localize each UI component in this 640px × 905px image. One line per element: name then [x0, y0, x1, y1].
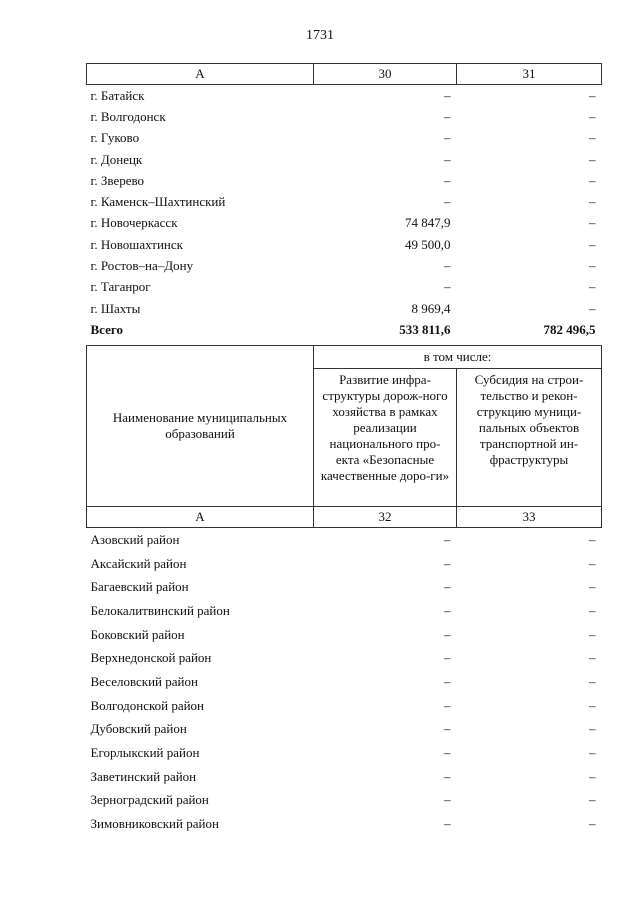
value-30: –	[444, 194, 451, 210]
value-33: –	[589, 745, 596, 761]
group-header-row	[87, 346, 602, 369]
table-row	[87, 575, 602, 599]
table-row	[87, 623, 602, 647]
table-row	[87, 812, 602, 836]
value-30: –	[444, 130, 451, 146]
value-31: –	[589, 172, 596, 188]
municipality-name: г. Гуково	[90, 130, 140, 146]
table-row	[87, 552, 602, 576]
total-value-31: 782 496,5	[543, 321, 596, 337]
total-row	[87, 319, 602, 340]
value-33: –	[589, 721, 596, 737]
value-33: –	[589, 768, 596, 784]
page-number: 1731	[306, 28, 334, 43]
column-header-30: 30	[314, 64, 457, 85]
municipality-name: Егорлыкский район	[90, 745, 200, 761]
value-32: –	[444, 626, 451, 642]
value-32: –	[444, 579, 451, 595]
value-32: –	[444, 555, 451, 571]
municipal-funding-table-part2	[86, 345, 602, 836]
municipality-name: г. Донецк	[90, 151, 143, 167]
municipality-name: г. Волгодонск	[90, 108, 166, 124]
municipality-name: Верхнедонской район	[90, 650, 212, 666]
municipality-name: Зимовниковский район	[90, 816, 219, 832]
table-row	[87, 277, 602, 298]
value-32: –	[444, 602, 451, 618]
value-32: –	[444, 768, 451, 784]
value-33: –	[589, 531, 596, 547]
value-33: –	[589, 626, 596, 642]
table-row	[87, 646, 602, 670]
table-row	[87, 128, 602, 149]
municipality-name: Заветинский район	[90, 768, 197, 784]
value-33: –	[589, 602, 596, 618]
value-30: –	[444, 151, 451, 167]
table-row	[87, 741, 602, 765]
transport-subsidy-column-header: Субсидия на строи-тельство и рекон-струкцию муници-пальных объектов транспортной ин-фраструктуры	[457, 369, 602, 507]
municipality-name: Азовский район	[90, 531, 180, 547]
total-value-30: 533 811,6	[399, 321, 451, 337]
table-row	[87, 149, 602, 170]
value-32: –	[444, 816, 451, 832]
road-infrastructure-column-header: Развитие инфра-структуры дорож-ного хозяйства в рамках реализации национального про-екта «Безопасные качественные доро-ги»	[314, 369, 457, 507]
municipality-name: Аксайский район	[90, 555, 187, 571]
table-row	[87, 670, 602, 694]
value-30: –	[444, 172, 451, 188]
table-row	[87, 694, 602, 718]
value-31: –	[589, 108, 596, 124]
value-33: –	[589, 650, 596, 666]
column-letter-header-row	[87, 64, 602, 85]
column-header-32: 32	[314, 507, 457, 528]
table-row	[87, 213, 602, 234]
value-30: 74 847,9	[405, 215, 451, 231]
municipality-name: г. Шахты	[90, 300, 141, 316]
table-row	[87, 599, 602, 623]
value-33: –	[589, 555, 596, 571]
table-row	[87, 765, 602, 789]
municipality-name: Веселовский район	[90, 673, 198, 689]
municipality-name: Зерноградский район	[90, 792, 209, 808]
value-31: –	[589, 300, 596, 316]
value-31: –	[589, 258, 596, 274]
municipality-name: Белокалитвинский район	[90, 602, 230, 618]
value-33: –	[589, 579, 596, 595]
value-33: –	[589, 816, 596, 832]
value-32: –	[444, 721, 451, 737]
municipal-funding-table-part1	[86, 63, 602, 341]
municipality-name: Багаевский район	[90, 579, 189, 595]
municipality-name: г. Каменск–Шахтинский	[90, 194, 226, 210]
table-row	[87, 789, 602, 813]
value-30: 49 500,0	[405, 236, 451, 252]
table-row	[87, 191, 602, 212]
value-31: –	[589, 279, 596, 295]
value-30: –	[444, 258, 451, 274]
municipality-name: г. Новошахтинск	[90, 236, 183, 252]
municipality-name: Волгодонской район	[90, 697, 205, 713]
municipality-name: г. Батайск	[90, 87, 145, 103]
value-31: –	[589, 215, 596, 231]
column-header-a: А	[87, 64, 314, 85]
value-33: –	[589, 697, 596, 713]
value-30: –	[444, 87, 451, 103]
table-row	[87, 85, 602, 107]
table-row	[87, 718, 602, 742]
value-31: –	[589, 236, 596, 252]
table-row	[87, 106, 602, 127]
municipality-name: Боковский район	[90, 626, 185, 642]
table-row	[87, 528, 602, 552]
value-32: –	[444, 697, 451, 713]
value-33: –	[589, 792, 596, 808]
value-30: –	[444, 108, 451, 124]
column-letter-header-row	[87, 507, 602, 528]
value-32: –	[444, 792, 451, 808]
including-header: в том числе:	[314, 346, 602, 369]
municipality-name: г. Таганрог	[90, 279, 151, 295]
value-32: –	[444, 745, 451, 761]
value-31: –	[589, 151, 596, 167]
municipality-name: г. Ростов–на–Дону	[90, 258, 194, 274]
value-30: –	[444, 279, 451, 295]
municipality-name: г. Зверево	[90, 172, 145, 188]
value-32: –	[444, 673, 451, 689]
column-header-33: 33	[457, 507, 602, 528]
value-33: –	[589, 673, 596, 689]
municipality-name: г. Новочеркасск	[90, 215, 178, 231]
value-31: –	[589, 87, 596, 103]
value-30: 8 969,4	[411, 300, 451, 316]
total-label: Всего	[90, 321, 123, 337]
table-row	[87, 234, 602, 255]
value-32: –	[444, 531, 451, 547]
column-header-31: 31	[457, 64, 602, 85]
municipality-name: Дубовский район	[90, 721, 187, 737]
value-32: –	[444, 650, 451, 666]
table-row	[87, 255, 602, 276]
municipality-name-header: Наименование муниципальных образований	[87, 346, 314, 507]
value-31: –	[589, 194, 596, 210]
column-header-a: А	[87, 507, 314, 528]
table-row	[87, 170, 602, 191]
value-31: –	[589, 130, 596, 146]
table-row	[87, 298, 602, 319]
